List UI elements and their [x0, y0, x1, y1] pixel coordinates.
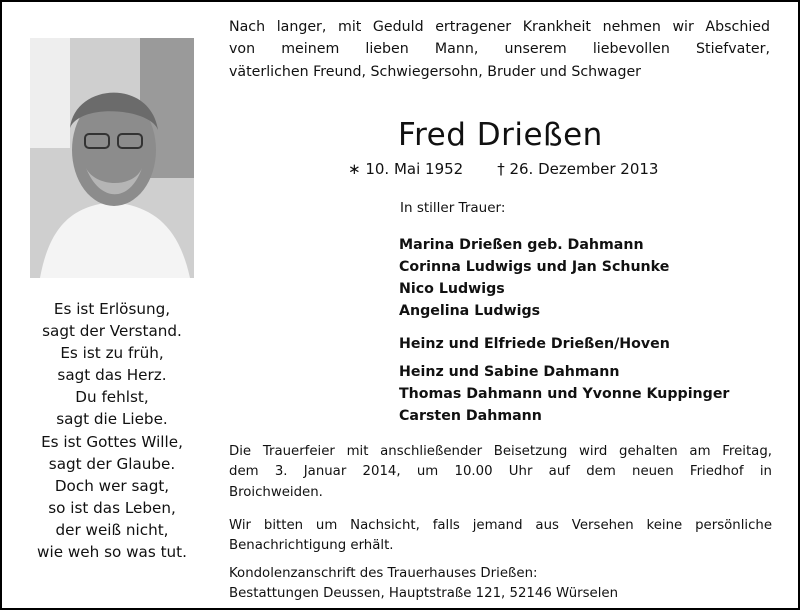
notice-line: Benachrichtigung erhält.: [229, 538, 394, 554]
condolence-line: Kondolenzanschrift des Trauerhauses Drießen:: [229, 566, 538, 581]
mourner-name: Corinna Ludwigs und Jan Schunke: [399, 259, 670, 275]
notice-info: [229, 516, 772, 557]
poem-line: sagt der Verstand.: [42, 322, 182, 341]
poem-line: Du fehlst,: [75, 388, 149, 407]
funeral-line: Die Trauerfeier mit anschließender Beisetzung wird gehalten am Freitag,: [229, 444, 772, 459]
death-date: † 26. Dezember 2013: [497, 160, 659, 178]
intro-line: von meinem lieben Mann, unserem liebevollen Stiefvater,: [229, 41, 770, 58]
condolence-address: [229, 564, 772, 605]
mourner-name: Heinz und Sabine Dahmann: [399, 364, 620, 380]
poem-line: so ist das Leben,: [48, 498, 176, 517]
funeral-info: [229, 442, 772, 503]
mourners-group: [399, 333, 670, 355]
poem-line: wie weh so was tut.: [37, 543, 187, 562]
poem-line: der weiß nicht,: [55, 520, 169, 539]
life-dates: [348, 160, 692, 178]
intro-line: Nach langer, mit Geduld ertragener Krankheit nehmen wir Abschied: [229, 19, 770, 35]
mourner-name: Thomas Dahmann und Yvonne Kuppinger: [399, 386, 730, 402]
mourners-group: [399, 234, 669, 322]
poem-line: Doch wer sagt,: [54, 476, 170, 495]
poem-line: Es ist zu früh,: [60, 344, 164, 363]
mourners-group: [399, 361, 729, 427]
poem-line: sagt das Herz.: [57, 366, 167, 385]
poem-line: Es ist Gottes Wille,: [41, 432, 183, 451]
poem-line: Es ist Erlösung,: [53, 300, 171, 318]
portrait-photo: [30, 38, 194, 278]
funeral-line: Broichweiden.: [229, 484, 323, 500]
mourner-name: Marina Drießen geb. Dahmann: [399, 237, 644, 253]
mourning-label: In stiller Trauer:: [400, 200, 506, 216]
mourner-name: Angelina Ludwigs: [399, 303, 541, 319]
mourner-name: Heinz und Elfriede Drießen/Hoven: [399, 336, 670, 352]
funeral-line: dem 3. Januar 2014, um 10.00 Uhr auf dem neuen Friedhof in: [229, 464, 772, 480]
birth-date: ∗ 10. Mai 1952: [348, 160, 464, 178]
intro-text: [229, 16, 770, 83]
mourner-name: Carsten Dahmann: [399, 408, 542, 424]
condolence-line: Bestattungen Deussen, Hauptstraße 121, 52146 Würselen: [229, 586, 619, 602]
poem: [20, 298, 204, 563]
notice-line: Wir bitten um Nachsicht, falls jemand aus Versehen keine persönliche: [229, 518, 772, 533]
deceased-name: Fred Drießen: [398, 117, 603, 153]
intro-line: väterlichen Freund, Schwiegersohn, Bruder und Schwager: [229, 63, 642, 80]
poem-line: sagt der Glaube.: [48, 454, 176, 473]
mourner-name: Nico Ludwigs: [399, 281, 505, 297]
poem-line: sagt die Liebe.: [56, 410, 168, 429]
